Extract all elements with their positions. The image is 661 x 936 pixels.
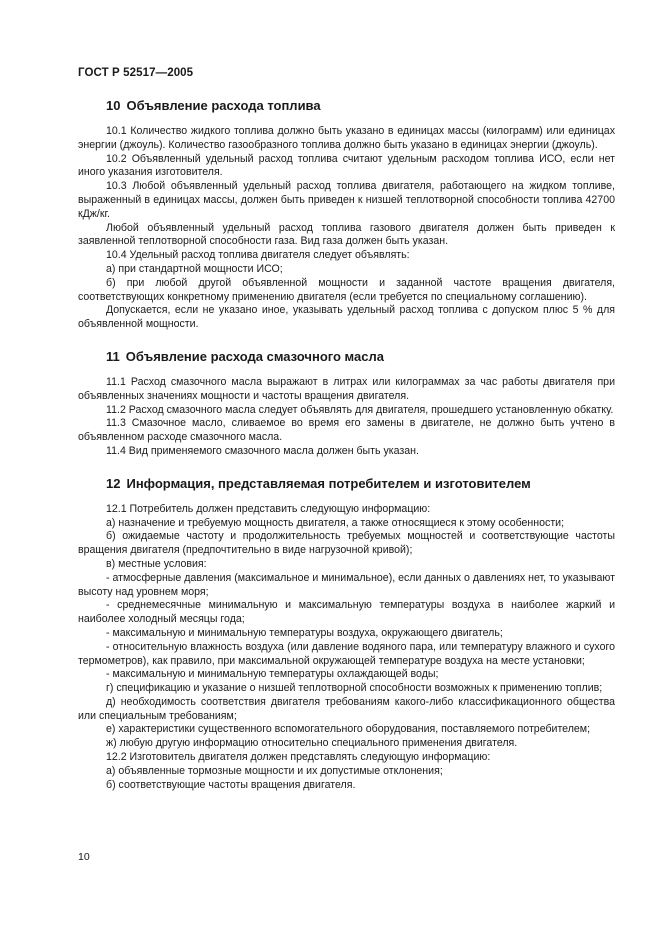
page-number: 10	[78, 851, 90, 863]
paragraph: 11.3 Смазочное масло, сливаемое во время его замены в двигателе, не должно быть учтено в объявленном расходе смазочного масла.	[78, 417, 615, 444]
list-item: а) объявленные тормозные мощности и их допустимые отклонения;	[106, 764, 443, 777]
paragraph: 11.2 Расход смазочного масла следует объявлять для двигателя, прошедшего установленную обкатку.	[106, 403, 614, 416]
list-item: е) характеристики существенного вспомогательного оборудования, поставляемого потребителем;	[106, 723, 591, 736]
section-title-12: 12 Информация, представляемая потребителем и изготовителем	[106, 475, 531, 491]
paragraph: Любой объявленный удельный расход топлива газового двигателя должен быть приведен к заявленной теплотворной способности газа. Вид газа должен быть указан.	[78, 221, 615, 248]
section-title-11: 11 Объявление расхода смазочного масла	[106, 348, 384, 364]
paragraph: 10.3 Любой объявленный удельный расход топлива двигателя, работающего на жидком топливе, выраженный в единицах массы, должен быть приведен к низшей теплотворной способности топлива 42700 кДж/кг.	[78, 180, 615, 220]
dash-item: - среднемесячные минимальную и максимальную температуры воздуха в наиболее жаркий и наиболее холодный месяцы года;	[78, 599, 615, 626]
list-item: ж) любую другую информацию относительно специального применения двигателя.	[106, 737, 518, 750]
list-item: д) необходимость соответствия двигателя требованиям какого-либо классификационного общества или специальным требованиям;	[78, 695, 615, 722]
paragraph: Допускается, если не указано иное, указывать удельный расход топлива с допуском плюс 5 % для объявленной мощности.	[78, 304, 615, 331]
list-item: г) спецификацию и указание о низшей теплотворной способности возможных к применению топлив;	[106, 682, 603, 695]
document-header: ГОСТ Р 52517—2005	[78, 67, 194, 79]
list-item: б) ожидаемые частоту и продолжительность требуемых мощностей и соответствующие частоты вращения двигателя (предпочтительно в виде нагрузочной кривой);	[78, 530, 615, 557]
paragraph: 12.2 Изготовитель двигателя должен представлять следующую информацию:	[106, 751, 491, 764]
paragraph: 11.1 Расход смазочного масла выражают в литрах или килограммах за час работы двигателя при объявленных значениях мощности и частоты вращения двигателя.	[78, 375, 615, 402]
paragraph: 10.2 Объявленный удельный расход топлива считают удельным расходом топлива ИСО, если нет иного указания изготовителя.	[78, 152, 615, 179]
dash-item: - атмосферные давления (максимальное и минимальное), если данных о давлениях нет, то указывают высоту над уровнем моря;	[78, 571, 615, 598]
list-item: в) местные условия:	[106, 557, 207, 570]
paragraph: 10.1 Количество жидкого топлива должно быть указано в единицах массы (килограмм) или единицах энергии (джоуль). Количество газообразного топлива должно быть указано в единицах энергии (джоуль).	[78, 125, 615, 151]
list-item: а) назначение и требуемую мощность двигателя, а также относящиеся к этому особенности;	[106, 516, 565, 529]
list-item: а) при стандартной мощности ИСО;	[106, 262, 283, 275]
list-item: б) при любой другой объявленной мощности и заданной частоте вращения двигателя, соответствующих конкретному применению двигателя (если требуется по специальному соглашению).	[78, 276, 615, 303]
paragraph: 11.4 Вид применяемого смазочного масла должен быть указан.	[106, 444, 419, 457]
dash-item: - максимальную и минимальную температуры охлаждающей воды;	[106, 668, 439, 681]
paragraph: 10.4 Удельный расход топлива двигателя следует объявлять:	[106, 249, 410, 262]
dash-item: - относительную влажность воздуха (или давление водяного пара, или температуру влажного и сухого термометров), как правило, при максимальной окружающей температуре воздуха на месте установки;	[78, 640, 615, 667]
list-item: б) соответствующие частоты вращения двигателя.	[106, 778, 356, 791]
section-title-10: 10 Объявление расхода топлива	[106, 98, 321, 113]
document-body	[78, 98, 615, 792]
dash-item: - максимальную и минимальную температуры воздуха, окружающего двигатель;	[106, 626, 503, 639]
paragraph: 12.1 Потребитель должен представить следующую информацию:	[106, 502, 431, 515]
